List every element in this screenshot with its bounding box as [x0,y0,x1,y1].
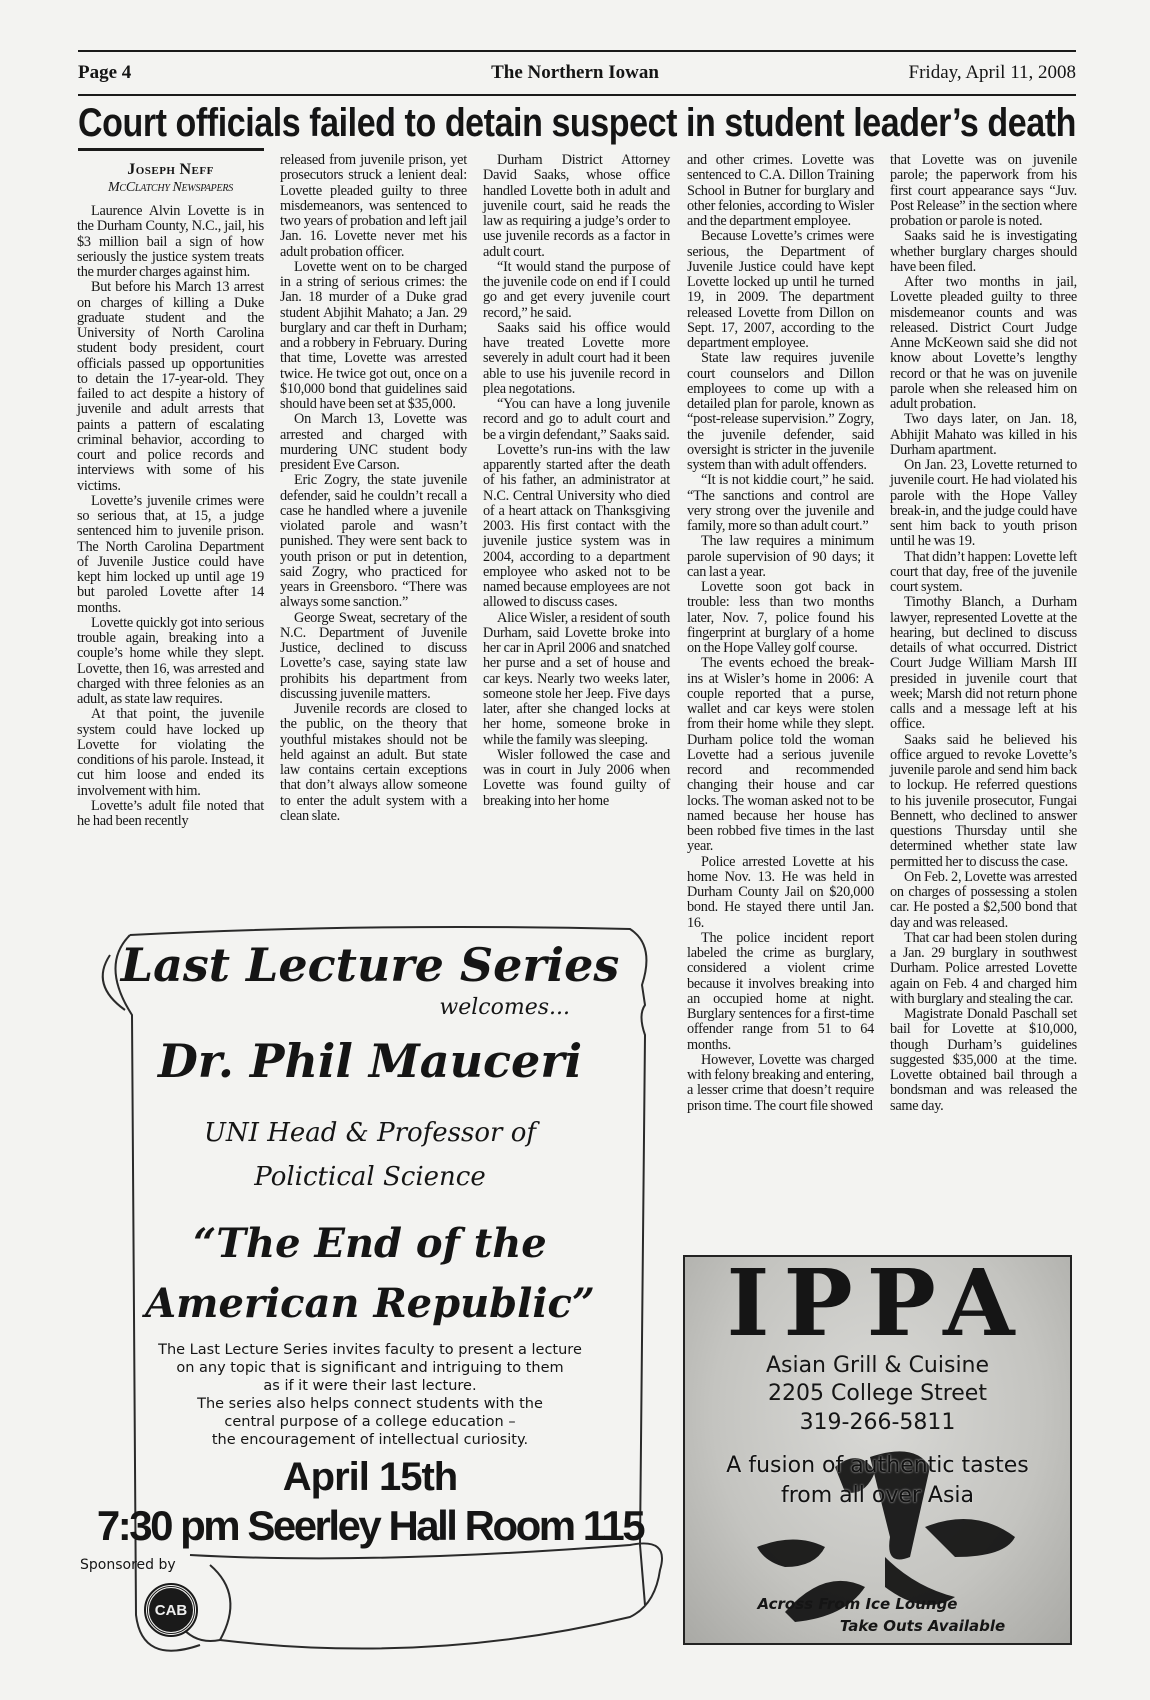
article-paragraph: Lovette’s run-ins with the law apparently started after the death of his father, an administrator at N.C. Central University who died of a heart attack on Thanksgiving 2003. His first contact with the juvenile justice system was in 2004, according to a department employee who asked not to be named because employees are not allowed to discuss cases. [483,441,670,611]
article-paragraph: That didn’t happen: Lovette left court that day, free of the juvenile court system. [890,548,1077,595]
article-column-4 [687,153,874,1114]
article-paragraph: Alice Wisler, a resident of south Durham, said Lovette broke into her car in April 2006 and snatched her purse and a set of house and car keys. Nearly two weeks later, someone stole her Jeep. Five days later, after she changed locks at her home, someone broke in while the family was sleeping. [483,609,670,748]
article-paragraph: that Lovette was on juvenile parole; the paperwork from his first court appearance says “Juv. Post Release” in the section where probation or parole is noted. [890,152,1077,229]
article-paragraph: “It is not kiddie court,” he said. “The sanctions and control are very strong over the juvenile and family, more so than adult court.” [687,472,874,534]
speaker-name: Dr. Phil Mauceri [157,1034,583,1088]
article-paragraph: At that point, the juvenile system could have locked up Lovette for violating the conditions of his parole. Instead, it cut him loose and ended its involvement with him. [77,706,264,799]
article-paragraph: The police incident report labeled the crime as burglary, considered a violent crime because it involves breaking into an occupied home at night. Burglary sentences for a first-time offender range from 51 to 64 months. [687,929,874,1053]
byline [77,160,264,196]
ippa-tagline: Asian Grill & Cuisine [765,1353,990,1378]
author-name: Joseph Neff [127,161,214,178]
article-paragraph: On March 13, Lovette was arrested and charged with murdering UNC student body president Eve Carson. [280,411,467,473]
article-paragraph: State law requires juvenile court counselors and Dillon employees to come up with a detailed plan for parole, known as “post-release supervision.” Zogry, the juvenile defender, said oversight is stricter in the juvenile system than with adult offenders. [687,350,874,473]
article-paragraph: Eric Zogry, the state juvenile defender, said he couldn’t recall a case he handled where a juvenile violated parole and wasn’t punished. They were sent back to youth prison or put in detention, said Zogry, who practiced for years in Greensboro. “There was always some sanction.” [280,472,467,611]
article-paragraph: The law requires a minimum parole supervision of 90 days; it can last a year. [687,533,874,580]
article-paragraph: Lovette quickly got into serious trouble again, breaking into a couple’s home while they slept. Lovette, then 16, was arrested and charged with three felonies as an adult, as state law requires. [77,614,264,707]
top-rule [78,50,1076,52]
article-paragraph: That car had been stolen during a Jan. 29 burglary in southwest Durham. Police arrested Lovette again on Feb. 4 and charged him with burglary and stealing the car. [890,929,1077,1007]
article-paragraph: Magistrate Donald Paschall set bail for Lovette at $10,000, though Durham’s guidelines suggested $35,000 at the time. Lovette obtained bail through a bondsman and was released the same day. [890,1006,1077,1114]
article-column-1 [77,156,264,829]
last-lecture-ad [70,905,680,1685]
calligraphy-graphic [685,1257,1070,1645]
article-paragraph: Saaks said he believed his office argued to revoke Lovette’s juvenile parole and send him back to lockup. He referred questions to his juvenile prosecutor, Fungai Bennett, who declined to answer questions Thursday until she determined whether state law permitted her to discuss the case. [890,731,1077,870]
lecture-description-line: as if it were their last lecture. [263,1378,477,1394]
article-column-2 [280,153,467,824]
article-paragraph: “You can have a long juvenile record and go to adult court and be a virgin defendant,” Saaks said. [483,396,670,443]
lecture-time-place: 7:30 pm Seerley Hall Room 115 [96,1502,644,1549]
article-paragraph: The events echoed the break-ins at Wisler’s home in 2006: A couple reported that a purse, wallet and car keys were stolen from their home while they slept. Durham police told the woman Lovette had a serious juvenile record and recommended changing their house and car locks. The woman asked not to be named because her house has been robbed five times in the last year. [687,655,874,855]
issue-date: Friday, April 11, 2008 [908,62,1076,83]
cab-logo-text: CAB [154,1601,188,1619]
lecture-date: April 15th [282,1455,458,1499]
ippa-note-takeout: Take Outs Available [839,1617,1006,1635]
lecture-description-line: on any topic that is significant and intriguing to them [176,1360,564,1376]
article-paragraph: released from juvenile prison, yet prosecutors struck a lenient deal: Lovette pleaded guilty to three misdemeanors, was sentenced to two years of probation and left jail Jan. 16. Lovette never met his adult probation officer. [280,152,467,260]
article-paragraph: Two days later, on Jan. 18, Abhijit Mahato was killed in his Durham apartment. [890,411,1077,458]
lecture-description-line: The series also helps connect students with the [197,1396,543,1412]
lecture-description-line: The Last Lecture Series invites faculty to present a lecture [158,1342,582,1358]
article-paragraph: Durham District Attorney David Saaks, whose office handled Lovette both in adult and juvenile court, said he reads the law as requiring a judge’s order to use juvenile records as a factor in adult court. [483,152,670,260]
sponsored-by: Sponsored by [80,1557,176,1573]
welcomes-text: welcomes... [439,995,570,1020]
article-paragraph: Lovette went on to be charged in a string of serious crimes: the Jan. 18 murder of a Duke grad student Abjihit Mahato; a Jan. 29 burglary and car theft in Durham; and a robbery in February. During that time, Lovette was arrested twice. He twice got out, once on a $10,000 bond that guidelines said should have been set at $35,000. [280,258,467,412]
newspaper-name: The Northern Iowan [491,62,659,83]
ippa-address: 2205 College Street [768,1381,987,1406]
article-paragraph: On Feb. 2, Lovette was arrested on charges of possessing a stolen car. He posted a $2,500 bond that day and was released. [890,868,1077,931]
series-title: Last Lecture Series [120,938,620,992]
speaker-title-line2: Polictical Science [254,1162,486,1192]
ippa-logo: IPPA [726,1255,1029,1357]
ippa-slogan-line2: from all over Asia [780,1483,975,1508]
lecture-description [70,1341,670,1449]
ippa-phone: 319-266-5811 [799,1410,956,1435]
article-paragraph: Lovette’s juvenile crimes were so serious that, at 15, a judge sentenced him to juvenile prison. The North Carolina Department of Juvenile Justice could have kept him locked up until age 19 but paroled Lovette after 14 months. [77,492,264,616]
ippa-note-location: Across From Ice Lounge [757,1595,958,1613]
article-column-3 [483,153,670,809]
article-paragraph: Saaks said his office would have treated Lovette more severely in adult court had it been able to use his juvenile record in plea negotations. [483,319,670,397]
article-paragraph: Timothy Blanch, a Durham lawyer, represented Lovette at the hearing, but declined to discuss details of what occurred. District Court Judge William Marsh III presided in juvenile court that week; Marsh did not return phone calls and a message left at his office. [890,594,1077,733]
article-paragraph: But before his March 13 arrest on charges of killing a Duke graduate student and the University of North Carolina student body president, court officials passed up opportunities to detain the 17-year-old. They failed to act despite a history of juvenile and adult arrests that paints a pattern of escalating criminal behavior, according to court and police records and interviews with some of his victims. [77,279,264,494]
article-paragraph: After two months in jail, Lovette pleaded guilty to three misdemeanor counts and was released. District Court Judge Anne McKeown said she did not know about Lovette’s lengthy record or that he was on juvenile parole when she released him on adult probation. [890,274,1077,412]
article-paragraph: Police arrested Lovette at his home Nov. 13. He was held in Durham County Jail on $20,000 bond. He stayed there until Jan. 16. [687,853,874,931]
ippa-slogan-line1: A fusion of authentic tastes [726,1453,1029,1478]
article-paragraph: Lovette’s adult file noted that he had been recently [77,797,264,829]
talk-title-line1: “The End of the [193,1220,547,1267]
headline [78,100,1076,146]
article-paragraph: Saaks said he is investigating whether burglary charges should have been filed. [890,228,1077,275]
article-paragraph: Lovette soon got back in trouble: less than two months later, Nov. 7, police found his fingerprint at burglary of a home on the Hope Valley golf course. [687,579,874,656]
headline-text: Court officials failed to detain suspect in student leader’s death [78,101,1076,145]
masthead-rule [78,94,1076,96]
article-paragraph: Because Lovette’s crimes were serious, the Department of Juvenile Justice could have kept Lovette locked up until he turned 19, in 2009. The department released Lovette from Dillon on Sept. 17, 2007, according to the department employee. [687,228,874,351]
lecture-description-line: the encouragement of intellectual curiosity. [211,1432,529,1448]
lecture-description-line: central purpose of a college education – [224,1414,516,1430]
article-paragraph: However, Lovette was charged with felony breaking and entering, a lesser crime that doesn’t require prison time. The court file showed [687,1051,874,1114]
article-paragraph: “It would stand the purpose of the juvenile code on end if I could go and get every juvenile court record,” he said. [483,258,670,321]
ippa-restaurant-ad [683,1255,1072,1645]
article-paragraph: and other crimes. Lovette was sentenced to C.A. Dillon Training School in Butner for burglary and other felonies, according to Wisler and the department employee. [687,152,874,229]
author-outlet: McClatchy Newspapers [107,180,233,195]
article-paragraph: George Sweat, secretary of the N.C. Department of Juvenile Justice, declined to discuss Lovette’s case, saying state law prohibits his department from discussing juvenile matters. [280,609,467,702]
article-paragraph: Wisler followed the case and was in court in July 2006 when Lovette was found guilty of breaking into her home [483,746,670,809]
speaker-title-line1: UNI Head & Professor of [204,1118,536,1148]
article-paragraph: Juvenile records are closed to the public, on the theory that youthful mistakes should not be held against an adult. But state law contains certain exceptions that don’t always allow someone to enter the adult system with a clean slate. [280,701,467,824]
article-paragraph: Laurence Alvin Lovette is in the Durham County, N.C., jail, his $3 million bail a sign of how seriously the justice system treats the murder charges against him. [77,203,264,280]
byline-rule [78,148,264,151]
cab-logo [146,1585,196,1635]
page-number: Page 4 [78,62,132,83]
article-column-5 [890,153,1077,1114]
article-paragraph: On Jan. 23, Lovette returned to juvenile court. He had violated his parole with the Hope Valley break-in, and the judge could have sent him back to youth prison until he was 19. [890,457,1077,550]
talk-title-line2: American Republic” [145,1280,595,1327]
